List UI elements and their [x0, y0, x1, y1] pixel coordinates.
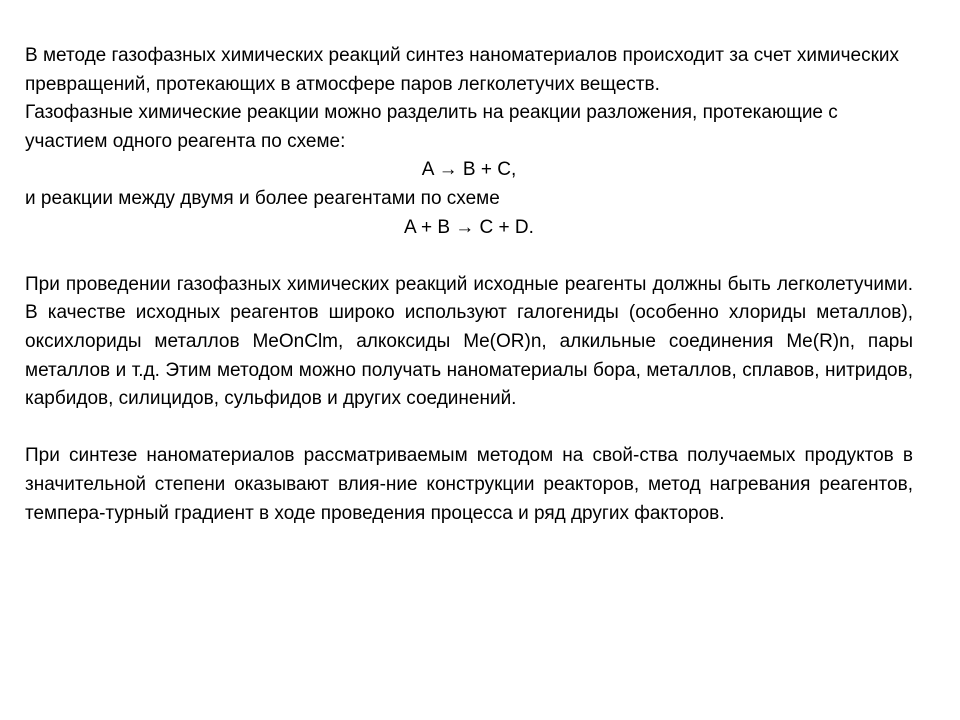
slide-content: [25, 42, 913, 528]
paragraph-spacer: [25, 242, 913, 271]
decomposition-formula: A → B + C,: [421, 159, 517, 181]
paragraph-spacer: [25, 414, 913, 443]
reaction-between-reagents-text: и реакции между двумя и более реагентами по схеме: [25, 187, 500, 209]
intro-paragraph: В методе газофазных химических реакций синтез наноматериалов происходит за счет химических превращений, протекающих в атмосфере паров легколетучих веществ.: [25, 45, 900, 95]
reagents-paragraph: При проведении газофазных химических реакций исходные реагенты должны быть легколетучими. В качестве исходных реагентов широко используют галогениды (особенно хлориды металлов), оксихлориды металлов MeOnClm, алкоксиды Me(OR)n, алкильные соединения Me(R)n, пары металлов и т.д. Этим методом можно получать наноматериалы бора, металлов, сплавов, нитридов, карбидов, силицидов, сульфидов и других соединений.: [25, 273, 913, 410]
exchange-formula: A + B → C + D.: [404, 216, 534, 238]
classification-paragraph: Газофазные химические реакции можно разделить на реакции разложения, протекающие с участием одного реагента по схеме:: [25, 102, 838, 152]
factors-paragraph: При синтезе наноматериалов рассматриваемым методом на свой-ства получаемых продуктов в значительной степени оказывают влия-ние конструкции реакторов, метод нагревания реагентов, темпера-турный градиент в ходе проведения процесса и ряд других факторов.: [25, 445, 913, 524]
